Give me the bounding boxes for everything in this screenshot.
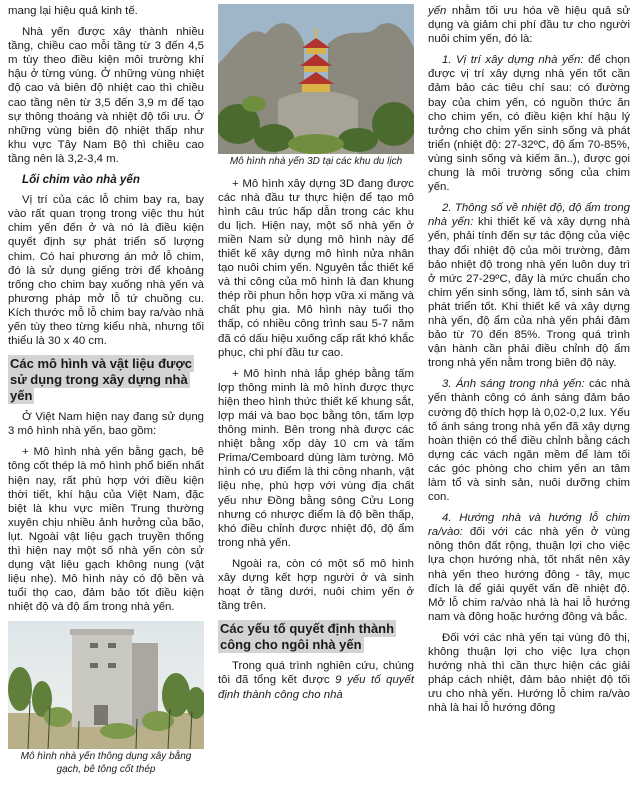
section-heading-text: Các yếu tố quyết định thành công cho ngôi nhà yến [220,621,395,653]
paragraph [428,201,630,370]
paragraph-italic-text: 9 yếu tố quyết định thành công cho nhà [218,674,414,701]
figure-caption: Mô hình nhà yến thông dụng xây bằng gạch, bê tông cốt thép [20,751,192,775]
factor-title: 1. Vị trí xây dựng nhà yến: [442,54,589,67]
paragraph: Đối với các nhà yến tại vùng đô thị, không thuận lợi cho việc lựa chọn hướng nhà thì cần thực hiện các giải pháp cách nhiệt, đảm bảo nhiệt độ tối ưu cho nhà yến. Hướng lỗ chim ra/vào nhà là hai lỗ hướng đông [428,631,630,715]
brick-swiftlet-house-photo [8,621,204,749]
paragraph-text: nhằm tối ưu hóa về hiệu quả sử dụng và giảm chi phí đầu tư cho người nuôi chim yến, đó là: [428,5,630,46]
factor-title: 3. Ánh sáng trong nhà yến: [442,378,589,391]
figure-caption: Mô hình nhà yến 3D tại các khu du lịch [229,156,403,167]
3d-swiftlet-house-photo [218,4,414,154]
paragraph [428,511,630,624]
section-heading-text: Các mô hình và vật liệu được sử dụng trong xây dựng nhà yến [10,356,192,404]
paragraph-text: đối với các nhà yến ở vùng nông thôn đất rộng, thuận lợi cho việc lựa chọn hướng nhà, tốt nhất nên xây nhà yến theo hướng đông - tây, mục đích là để giải quyết vấn đề nhiệt độ. Mở lỗ chim ra/vào nhà là hai lỗ hướng nam và đông hoặc hướng đông và bắc. [428,526,630,623]
column-2 [218,4,414,709]
paragraph-italic-text: yến [428,5,447,17]
paragraph: Vị trí của các lỗ chim bay ra, bay vào rất quan trọng trong việc thu hút chim yến đến ở và nó là điều kiện quyết định sự phát triển số lượng chim. Có hai phương án mở lỗ chim, đó là sử dụng giếng trời để khoảng trống cho chim bay xuống nhà yến và phương pháp mở lỗ tứ chuồng cu. Kích thước mỗ lỗ chim bay ra/vào nhà yến tùy theo từng kiểu nhà, nhưng tối thiểu là 30 x 40 cm. [8,194,204,348]
factor-title: 2. Thông số về nhiệt độ, độ ẩm trong nhà yến: [428,202,630,229]
column-3 [428,4,630,723]
paragraph [428,53,630,194]
paragraph [218,659,414,701]
paragraph: Ở Việt Nam hiện nay đang sử dụng 3 mô hình nhà yến, bao gồm: [8,411,204,438]
paragraph: Ngoài ra, còn có một số mô hình xây dựng kết hợp người ở và sinh hoạt ở tầng dưới, nuôi chim yến ở tầng trên. [218,557,414,613]
paragraph: + Mô hình nhà lắp ghép bằng tấm lợp thông minh là mô hình được thực hiện theo hình thức thiết kế khung sắt, lợp mái và bao bọc bằng tôn, tấm lợp thông minh. Bên trong nhà được các nhiệt bằng xốp dày 10 cm và tấm Prima/Cemboard dùng làm tường. Mô hình có ưu điểm là thi công nhanh, vật liệu nhẹ, phù hợp với vùng địa chất yếu như Đồng bằng sông Cửu Long nhưng có nhược điểm là độ bền thấp, khó điều chỉnh được nhiệt độ, độ ẩm trong nhà yến. [218,367,414,549]
paragraph [428,377,630,504]
paragraph-text: Trong quá trình nghiên cứu, chúng tôi đã tổng kết được [218,660,414,687]
paragraph: + Mô hình nhà yến bằng gạch, bê tông cốt thép là mô hình phổ biến nhất hiện nay, rất phù hợp với điều kiện thời tiết, khí hậu của Việt Nam, đặc biệt là khu vực miền Trung thường xuyên chịu nhiều ảnh hưởng của bão, lụt. Ngoài vật liệu gạch truyền thống thì hiện nay một số nhà yến còn sử dụng vật liệu gạch không nung (vật liệu nhẹ). Mô hình này có độ bền và tuổi thọ cao, đảm bảo tốt điều kiện nhiệt độ và độ ẩm trong nhà yến. [8,446,204,614]
section-heading [8,356,204,404]
paragraph: mang lại hiệu quả kinh tế. [8,5,138,17]
paragraph-text: để chọn được vị trí xây dựng nhà yến tốt cần đảm bảo các tiêu chí sau: có đường bay của chim yến, có nguồn thức ăn cho chim yến, có điều kiện khí hậu lý tưởng cho chim yến sinh sống và phát triển (nhiệt độ: 27-32ºC, độ ẩm 70-85%, vùng sinh sống và kiếm ăn..), được gọi chung là môi trường sống của chim yến. [428,54,630,194]
paragraph: + Mô hình xây dựng 3D đang được các nhà đầu tư thực hiện để tạo mô hình câu trúc hấp dẫn trong các khu du lịch. Hiện nay, một số nhà yến ở miền Nam sử dụng mô hình này để thiết kế xây dựng mô hình nửa nhân tạo nuôi chim yến. Nguyên tắc thiết kế và thi công của mô hình là đan khung thép rồi phun hỗn hợp vữa xi măng và chất phụ gia. Mô hình này tuổi thọ thấp, có nhiều công trình sau 5-7 năm đã có dấu hiệu xuống cấp rất khó khắc phục, chi phí đầu tư cao. [218,177,414,359]
paragraph-text: khi thiết kế và xây dựng nhà yến, phải tính đến sự tác động của việc thay đổi nhiệt độ của môi trường, đảm bảo nhiệt độ trong nhà yến luôn duy trì ở mức 27-29ºC, đây là mức chuẩn cho chim yến sinh sống, làm tổ, sinh sản và phát triển tốt. Khi thiết kế và xây dựng nhà yến, độ ẩm của nhà yến phải đảm bảo từ 70 đến 85%. Trong quá trình vận hành cần phải điều chỉnh độ ẩm trong nhà yến nằm trong biên độ này. [428,216,630,370]
factor-title: 4. Hướng nhà và hướng lỗ chim ra/vào: [428,512,630,539]
paragraph [428,4,630,46]
sub-heading: Lối chim vào nhà yến [22,173,140,187]
section-heading [218,621,414,653]
paragraph: Nhà yến được xây thành nhiều tầng, chiều cao mỗi tầng từ 3 đến 4,5 m tùy theo điều kiện môi trường khí hậu ở từng vùng. Ở những vùng nhiệt độ cao và biên độ nhiệt cao thì chiều cao tầng nên từ 3,5 đến 3,9 m để tạo sự thông thoáng và nhiệt độ tối ưu. Ở những vùng biên độ nhiệt thấp như khu vực Tây Nam Bộ thì chiều cao tầng nên là 3,2-3,4 m. [8,26,204,165]
column-1 [8,4,204,784]
paragraph-text: các nhà yến thành công có ánh sáng đảm bảo cường độ thích hợp là 0,02-0,2 lux. Yếu tố ánh sáng trong nhà yến đã xây dựng hoàn thiện có thể điều chỉnh bằng cách dựng các vách ngăn mềm để làm tối các góc phòng cho chim yến an tâm làm tổ và sinh sản, nuôi dưỡng chim con. [428,378,630,504]
